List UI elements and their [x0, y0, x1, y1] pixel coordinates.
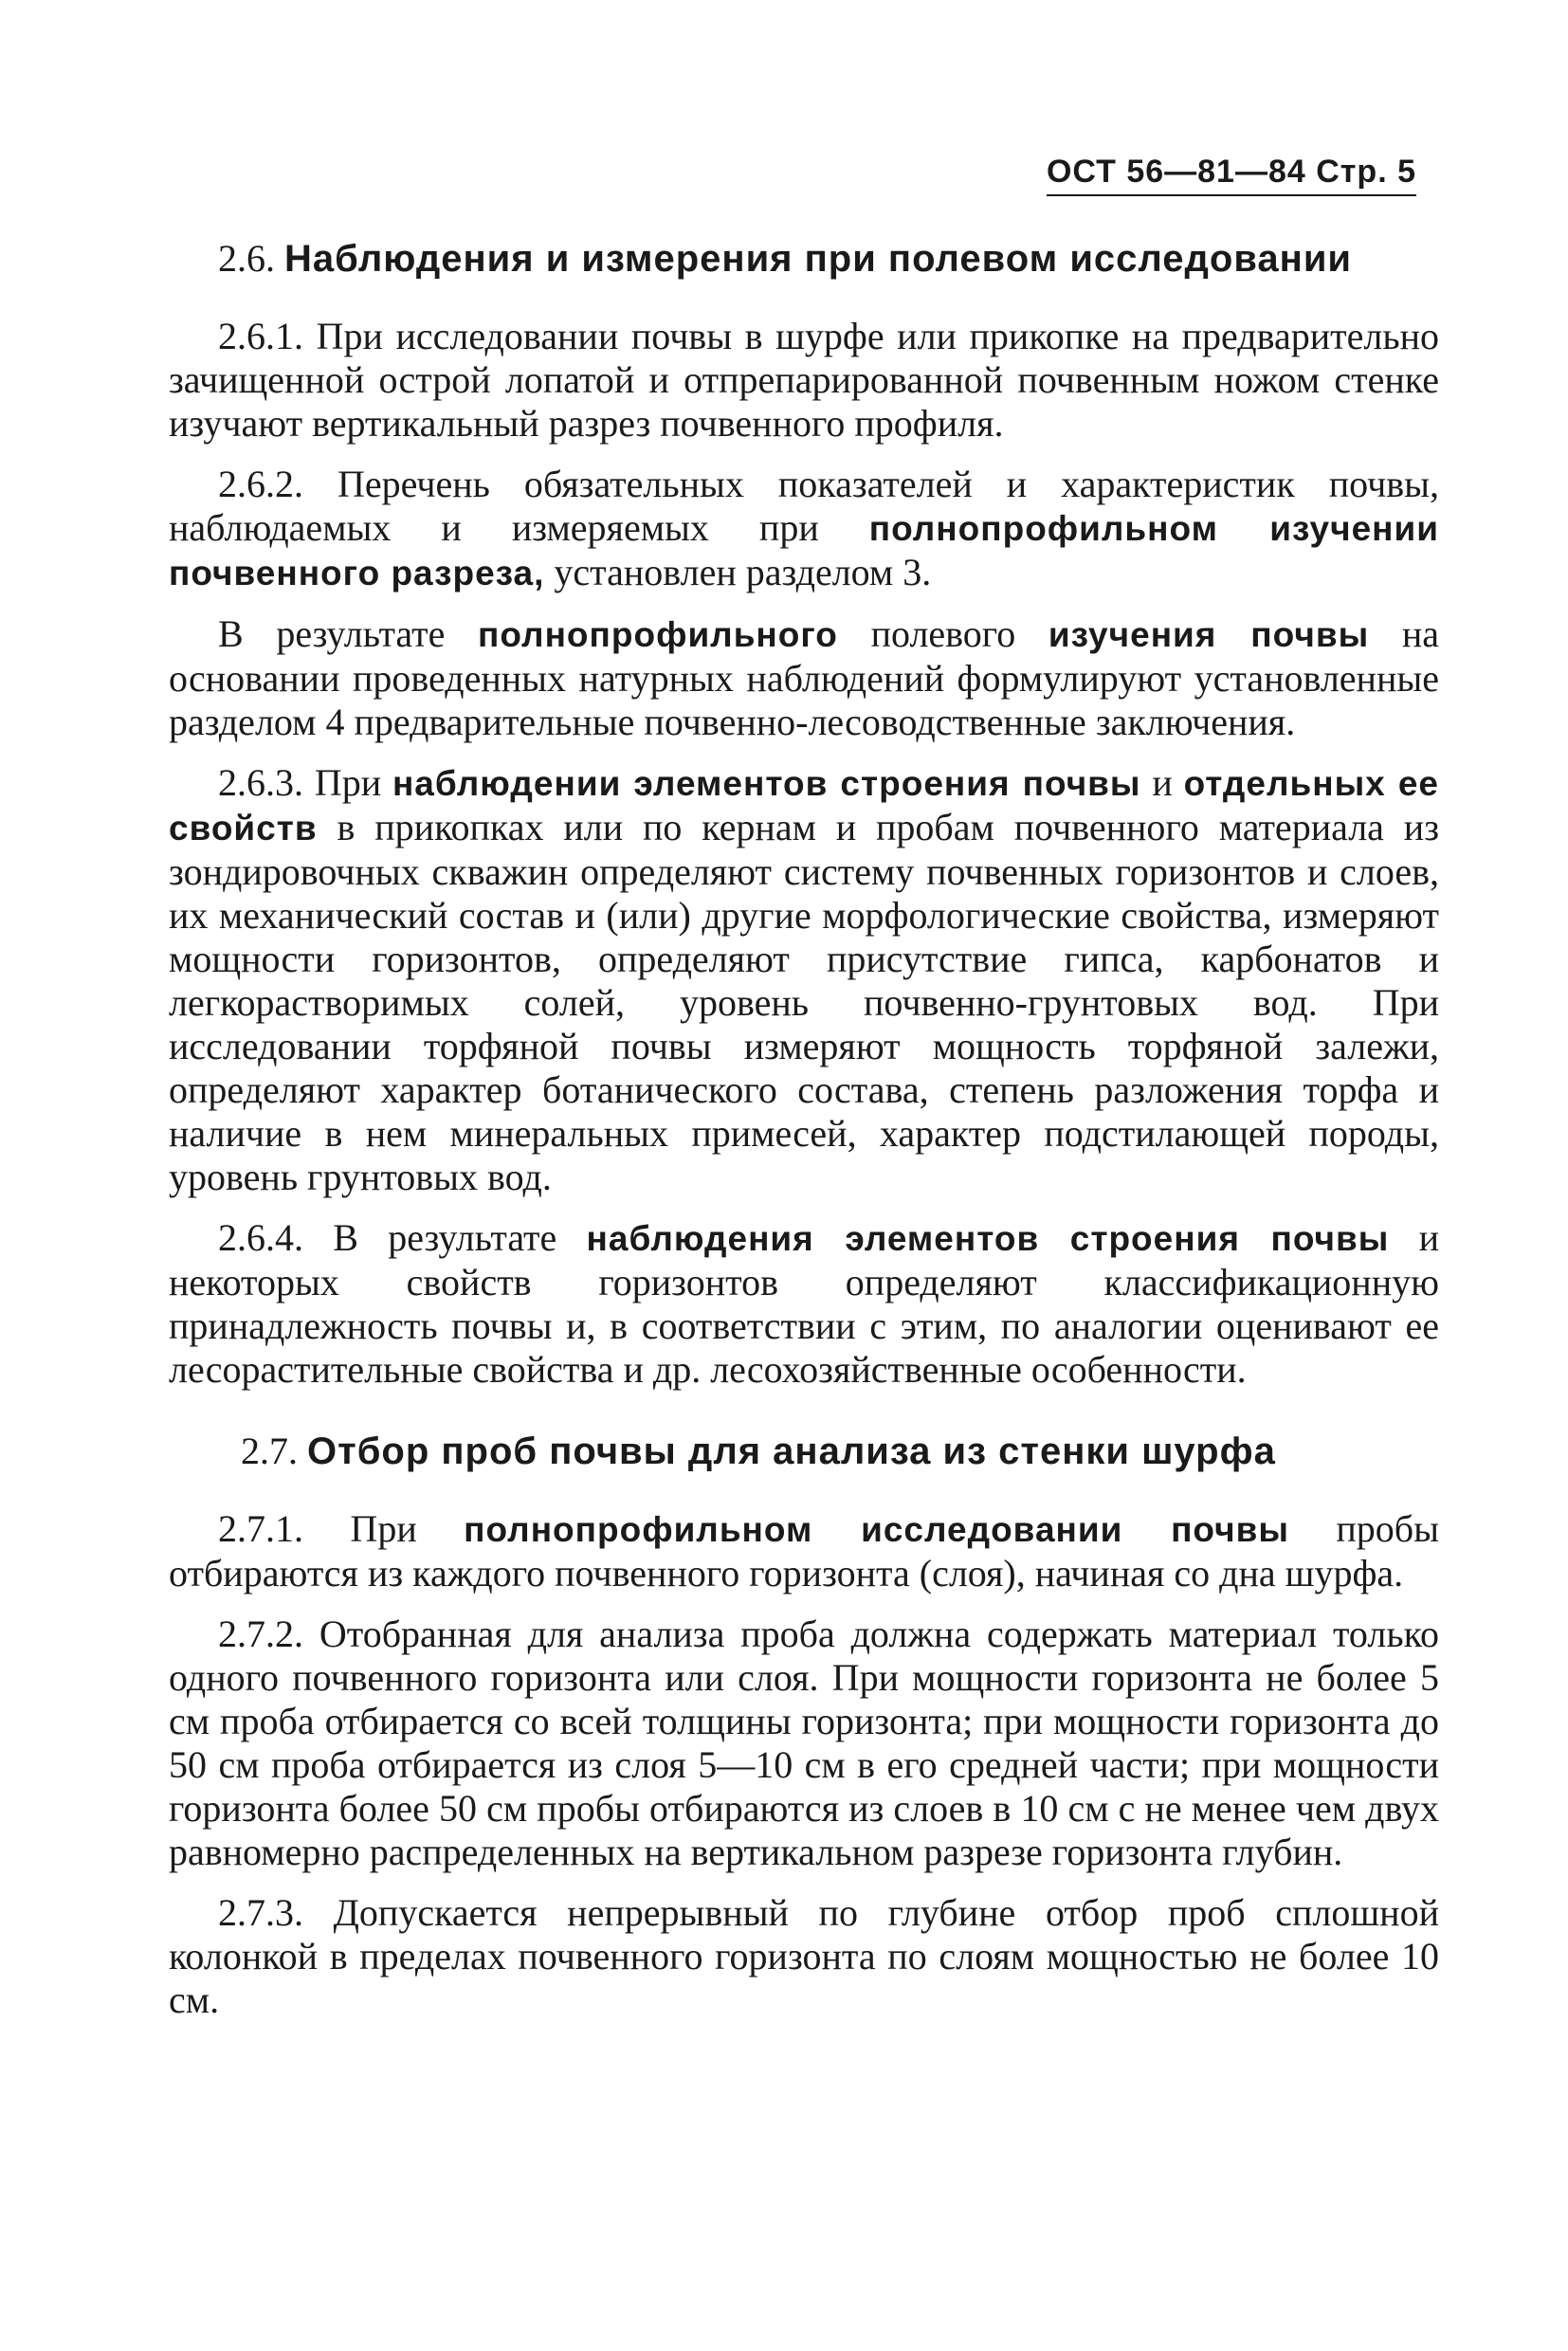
- paragraph-2-6-2: 2.6.2. Перечень обязательных показателей и характеристик почвы, наблюдаемых и измеряемых при полнопрофильном изучении почвенного разреза, установлен разделом 3.: [169, 463, 1439, 593]
- section-number: 2.6.: [218, 237, 284, 280]
- section-number: 2.7.: [241, 1430, 307, 1472]
- paragraph-2-7-2: 2.7.2. Отобранная для анализа проба должна содержать материал только одного почвенного горизонта или слоя. При мощности горизонта не более 5 см проба отбирается со всей толщины горизонта; при мощности горизонта до 50 см проба отбирается из слоя 5—10 см в его средней части; при мощности горизонта более 50 см пробы отбираются из слоев в 10 см с не менее чем двух равномерно распределенных на вертикальном разрезе горизонта глубин.: [169, 1613, 1439, 1873]
- paragraph-2-7-1: 2.7.1. При полнопрофильном исследовании почвы пробы отбираются из каждого почвенного горизонта (слоя), начиная со дна шурфа.: [169, 1507, 1440, 1595]
- document-body: [169, 237, 1439, 2039]
- paragraph-2-6-4: 2.6.4. В результате наблюдения элементов строения почвы и некоторых свойств горизонтов определяют классификационную принадлежность почвы и, в соответствии с этим, по аналогии оценивают ее лесорастительные свойства и др. лесохозяйственные особенности.: [169, 1216, 1440, 1391]
- section-heading-2-7: [169, 1430, 1439, 1473]
- paragraph-2-6-2-result: В результате полнопрофильного полевого изучения почвы на основании проведенных натурных наблюдений формулируют установленные разделом 4 предварительные почвенно-лесоводственные заключения.: [169, 612, 1439, 743]
- section-title: Отбор проб почвы для анализа из стенки шурфа: [307, 1431, 1276, 1472]
- paragraph-2-6-1: 2.6.1. При исследовании почвы в шурфе или прикопке на предварительно зачищенной острой лопатой и отпрепарированной почвенным ножом стенке изучают вертикальный разрез почвенного профиля.: [169, 315, 1439, 445]
- paragraph-2-7-3: 2.7.3. Допускается непрерывный по глубине отбор проб сплошной колонкой в пределах почвенного горизонта по слоям мощностью не более 10 см.: [169, 1891, 1439, 2021]
- paragraph-2-6-3: 2.6.3. При наблюдении элементов строения почвы и отдельных ее свойств в прикопках или по кернам и пробам почвенного материала из зондировочных скважин определяют систему почвенных горизонтов и слоев, их механический состав и (или) другие морфологические свойства, измеряют мощности горизонтов, определяют присутствие гипса, карбонатов и легкорастворимых солей, уровень почвенно-грунтовых вод. При исследовании торфяной почвы измеряют мощность торфяной залежи, определяют характер ботанического состава, степень разложения торфа и наличие в нем минеральных примесей, характер подстилающей породы, уровень грунтовых вод.: [169, 761, 1440, 1198]
- section-title: Наблюдения и измерения при полевом исследовании: [284, 238, 1353, 280]
- page-header: ОСТ 56—81—84 Стр. 5: [1047, 154, 1416, 196]
- section-heading-2-6: [169, 237, 1439, 281]
